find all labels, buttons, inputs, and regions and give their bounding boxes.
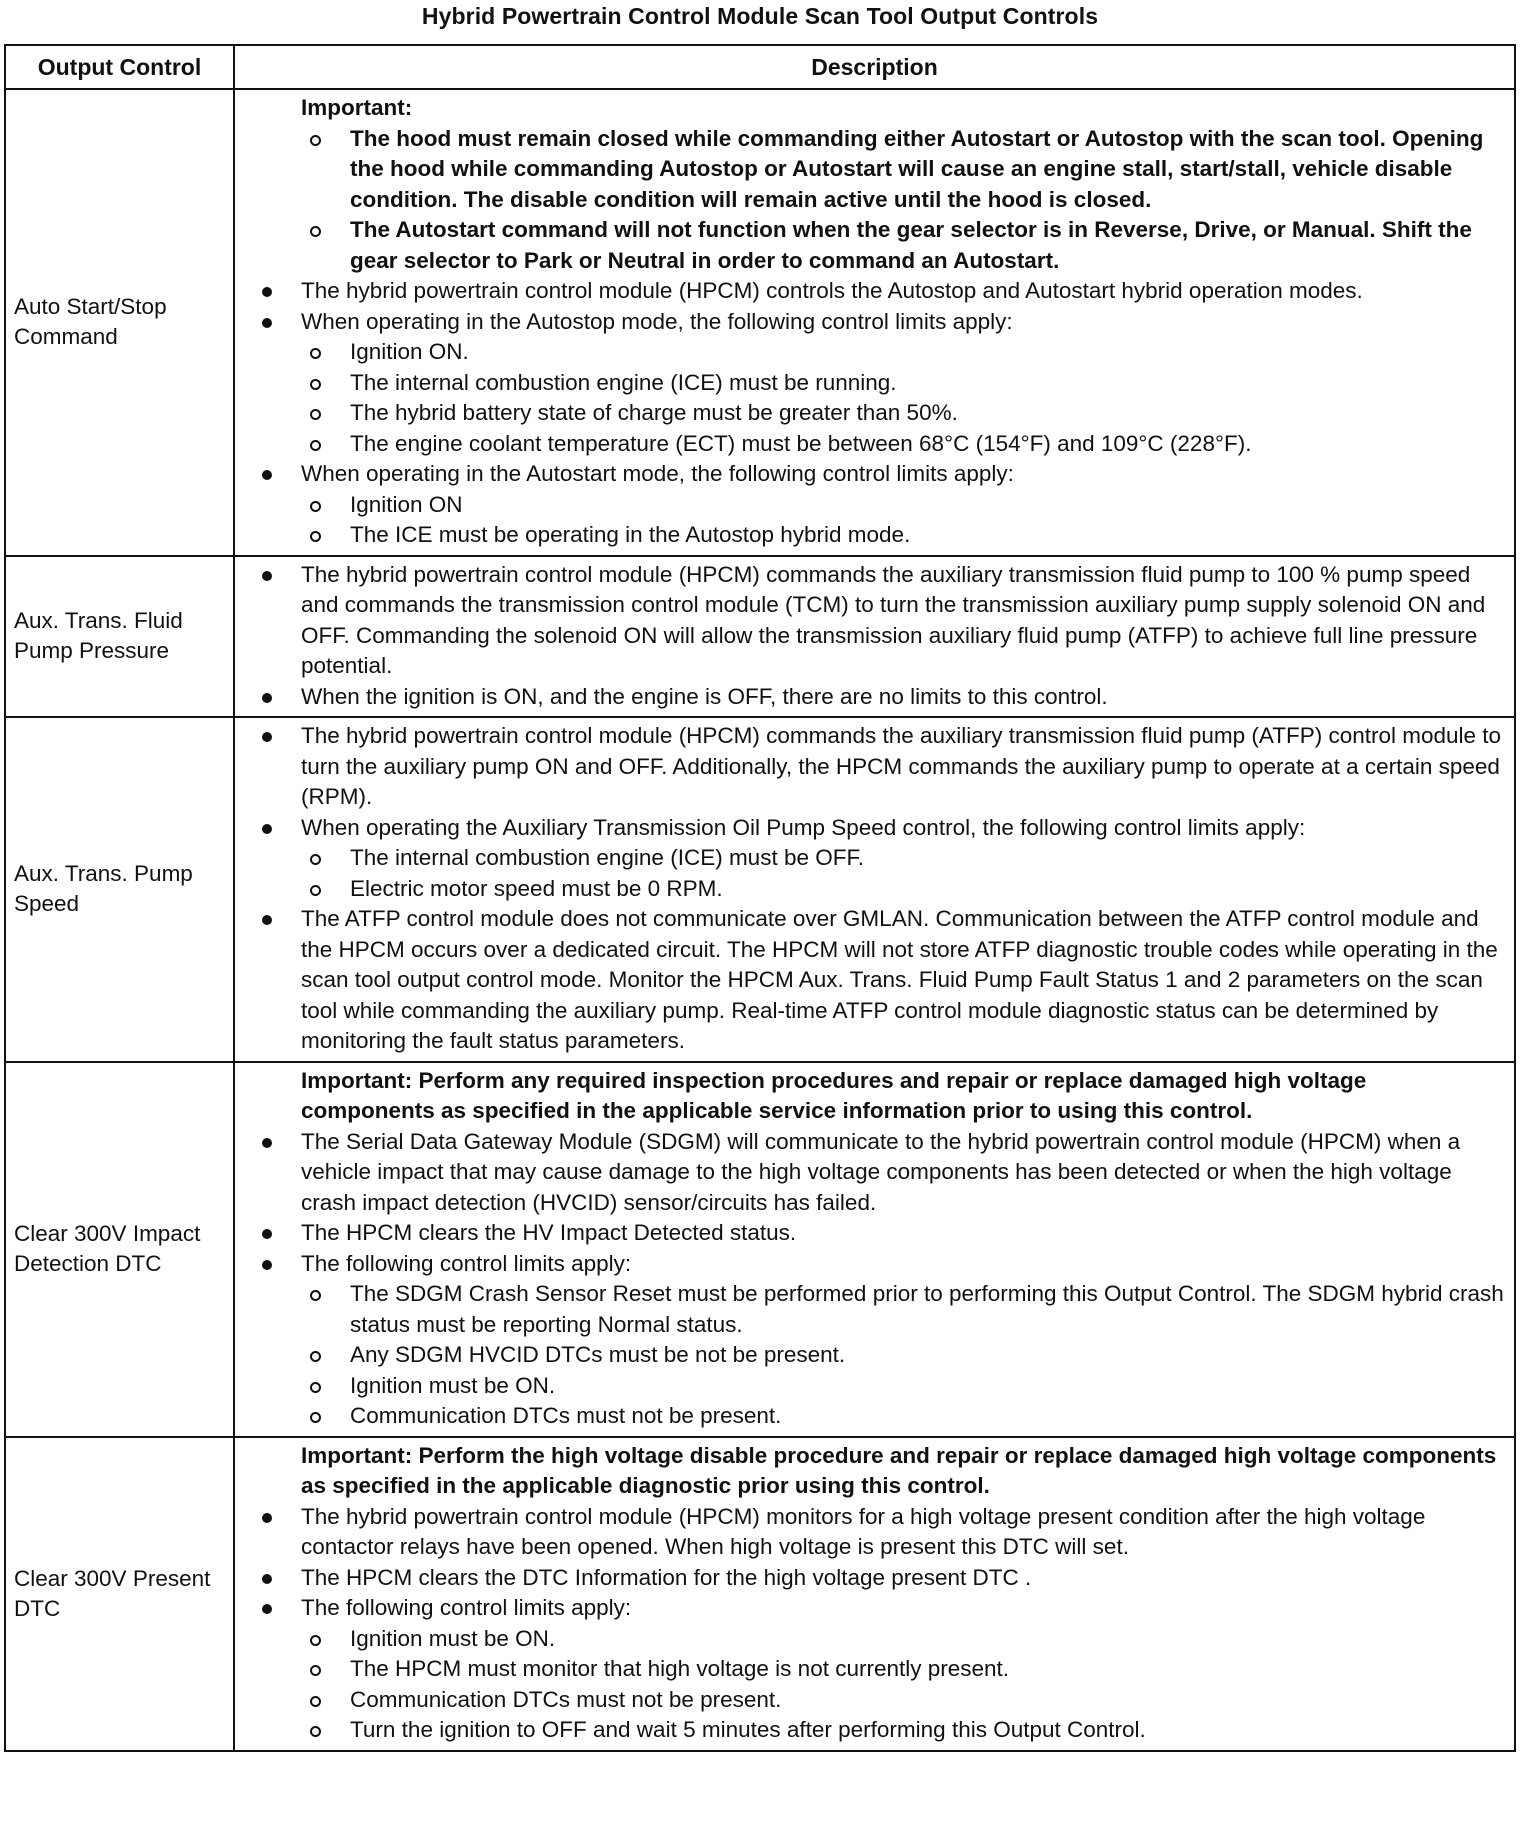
output-control-name: Clear 300V Present DTC	[5, 1437, 234, 1751]
output-control-name: Aux. Trans. Fluid Pump Pressure	[5, 556, 234, 718]
document-title: Hybrid Powertrain Control Module Scan Tool Output Controls	[421, 3, 1099, 29]
sub-bullet-item: Electric motor speed must be 0 RPM.	[257, 874, 1504, 905]
table-row	[5, 556, 1515, 718]
description-cell	[234, 1062, 1515, 1437]
sub-bullet-item: The internal combustion engine (ICE) must be OFF.	[257, 843, 1504, 874]
sub-bullet-item: Any SDGM HVCID DTCs must be not be present.	[257, 1340, 1504, 1371]
sub-bullet-item: Turn the ignition to OFF and wait 5 minutes after performing this Output Control.	[257, 1715, 1504, 1746]
description-cell	[234, 1437, 1515, 1751]
output-control-name: Clear 300V Impact Detection DTC	[5, 1062, 234, 1437]
bullet-item: The ATFP control module does not communicate over GMLAN. Communication between the ATFP control module and the HPCM occurs over a dedicated circuit. The HPCM will not store ATFP diagnostic trouble codes while operating in the scan tool output control mode. Monitor the HPCM Aux. Trans. Fluid Pump Fault Status 1 and 2 parameters on the scan tool while commanding the auxiliary pump. Real-time ATFP control module diagnostic status can be determined by monitoring the fault status parameters.	[257, 904, 1504, 1057]
output-control-name: Auto Start/Stop Command	[5, 89, 234, 556]
sub-bullet-item: Ignition ON.	[257, 337, 1504, 368]
bullet-item: The following control limits apply:	[257, 1593, 1504, 1624]
bullet-item: The following control limits apply:	[257, 1249, 1504, 1280]
bullet-item: The HPCM clears the DTC Information for the high voltage present DTC .	[257, 1563, 1504, 1594]
sub-bullet-item: The hybrid battery state of charge must be greater than 50%.	[257, 398, 1504, 429]
header-output-control: Output Control	[5, 45, 234, 89]
important-note: Important: Perform the high voltage disable procedure and repair or replace damaged high voltage components as specified in the applicable diagnostic prior using this control.	[301, 1442, 1497, 1498]
bullet-item: The hybrid powertrain control module (HPCM) controls the Autostop and Autostart hybrid operation modes.	[257, 276, 1504, 307]
bullet-item: When operating in the Autostart mode, the following control limits apply:	[257, 459, 1504, 490]
sub-bullet-item: Ignition must be ON.	[257, 1371, 1504, 1402]
bullet-item: The HPCM clears the HV Impact Detected status.	[257, 1218, 1504, 1249]
sub-bullet-item: Ignition ON	[257, 490, 1504, 521]
sub-bullet-item: Ignition must be ON.	[257, 1624, 1504, 1655]
sub-bullet-item: Communication DTCs must not be present.	[257, 1401, 1504, 1432]
sub-bullet-item: Communication DTCs must not be present.	[257, 1685, 1504, 1716]
description-cell	[234, 89, 1515, 556]
table-header-row	[5, 45, 1515, 89]
sub-bullet-item: The SDGM Crash Sensor Reset must be performed prior to performing this Output Control. The SDGM hybrid crash status must be reporting Normal status.	[257, 1279, 1504, 1340]
sub-bullet-item: The engine coolant temperature (ECT) must be between 68°C (154°F) and 109°C (228°F).	[257, 429, 1504, 460]
table-row	[5, 89, 1515, 556]
sub-bullet-item: The internal combustion engine (ICE) must be running.	[257, 368, 1504, 399]
important-bullet: The hood must remain closed while commanding either Autostart or Autostop with the scan tool. Opening the hood while commanding Autostop or Autostart will cause an engine stall, start/stall, vehicle disable condition. The disable condition will remain active until the hood is closed.	[257, 124, 1504, 216]
bullet-item: The hybrid powertrain control module (HPCM) commands the auxiliary transmission fluid pump to 100 % pump speed and commands the transmission control module (TCM) to turn the transmission auxiliary pump supply solenoid ON and OFF. Commanding the solenoid ON will allow the transmission auxiliary fluid pump (ATFP) to achieve full line pressure potential.	[257, 560, 1504, 682]
description-cell	[234, 556, 1515, 718]
bullet-item: When the ignition is ON, and the engine is OFF, there are no limits to this control.	[257, 682, 1504, 713]
bullet-item: The hybrid powertrain control module (HPCM) commands the auxiliary transmission fluid pump (ATFP) control module to turn the auxiliary pump ON and OFF. Additionally, the HPCM commands the auxiliary pump to operate at a certain speed (RPM).	[257, 721, 1504, 813]
bullet-item: The Serial Data Gateway Module (SDGM) will communicate to the hybrid powertrain control module (HPCM) when a vehicle impact that may cause damage to the high voltage components has been detected or when the high voltage crash impact detection (HVCID) sensor/circuits has failed.	[257, 1127, 1504, 1219]
table-row	[5, 1062, 1515, 1437]
important-note: Important: Perform any required inspection procedures and repair or replace damaged high voltage components as specified in the applicable service information prior to using this control.	[301, 1067, 1367, 1123]
table-row	[5, 717, 1515, 1062]
sub-bullet-item: The HPCM must monitor that high voltage is not currently present.	[257, 1654, 1504, 1685]
description-cell	[234, 717, 1515, 1062]
output-control-name: Aux. Trans. Pump Speed	[5, 717, 234, 1062]
output-controls-table	[4, 44, 1516, 1752]
header-description: Description	[234, 45, 1515, 89]
table-row	[5, 1437, 1515, 1751]
bullet-item: When operating in the Autostop mode, the following control limits apply:	[257, 307, 1504, 338]
important-bullet: The Autostart command will not function when the gear selector is in Reverse, Drive, or Manual. Shift the gear selector to Park or Neutral in order to command an Autostart.	[257, 215, 1504, 276]
bullet-item: The hybrid powertrain control module (HPCM) monitors for a high voltage present condition after the high voltage contactor relays have been opened. When high voltage is present this DTC will set.	[257, 1502, 1504, 1563]
important-label: Important:	[301, 95, 413, 120]
sub-bullet-item: The ICE must be operating in the Autostop hybrid mode.	[257, 520, 1504, 551]
bullet-item: When operating the Auxiliary Transmission Oil Pump Speed control, the following control limits apply:	[257, 813, 1504, 844]
